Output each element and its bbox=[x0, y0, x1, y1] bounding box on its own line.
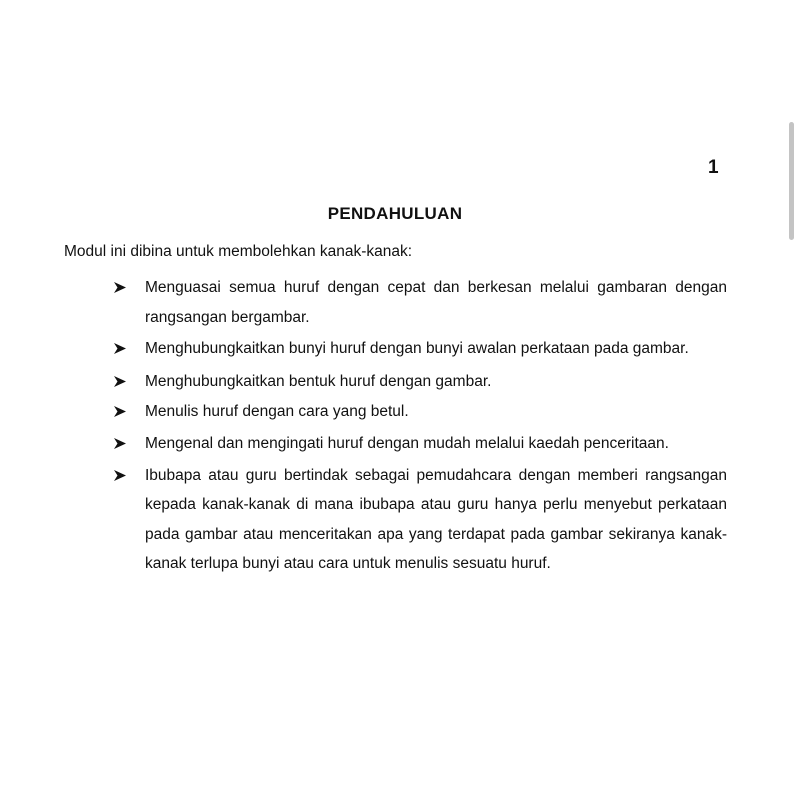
arrowhead-bullet-icon bbox=[113, 405, 127, 418]
arrowhead-bullet-icon bbox=[113, 375, 127, 388]
list-item bbox=[113, 334, 727, 364]
list-item bbox=[113, 273, 727, 332]
list-item-text: Mengenal dan mengingati huruf dengan mudah melalui kaedah penceritaan. bbox=[145, 434, 669, 452]
arrowhead-bullet-icon bbox=[113, 281, 127, 294]
list-item bbox=[113, 367, 727, 397]
list-item-text: Menulis huruf dengan cara yang betul. bbox=[145, 403, 409, 421]
objectives-list bbox=[113, 273, 727, 579]
list-item-text: Menghubungkaitkan bunyi huruf dengan bunyi awalan perkataan pada gambar. bbox=[145, 340, 689, 358]
arrowhead-bullet-icon bbox=[113, 437, 127, 450]
arrowhead-bullet-icon bbox=[113, 469, 127, 482]
list-item bbox=[113, 461, 727, 579]
list-item-text: Menguasai semua huruf dengan cepat dan berkesan melalui gambaran dengan rangsangan bergambar. bbox=[145, 279, 727, 326]
list-item-text: Menghubungkaitkan bentuk huruf dengan gambar. bbox=[145, 372, 492, 390]
page-title: PENDAHULUAN bbox=[327, 204, 463, 223]
list-item bbox=[113, 397, 727, 427]
list-item bbox=[113, 429, 727, 459]
intro-paragraph: Modul ini dibina untuk membolehkan kanak-kanak: bbox=[64, 243, 413, 260]
list-item-text: Ibubapa atau guru bertindak sebagai pemudahcara dengan memberi rangsangan kepada kanak-kanak di mana ibubapa atau guru hanya perlu menyebut perkataan pada gambar atau menceritakan apa yang terdapat pada gambar sekiranya kanak-kanak terlupa bunyi atau cara untuk menulis sesuatu huruf. bbox=[145, 466, 727, 573]
arrowhead-bullet-icon bbox=[113, 342, 127, 355]
page-number: 1 bbox=[708, 157, 719, 178]
